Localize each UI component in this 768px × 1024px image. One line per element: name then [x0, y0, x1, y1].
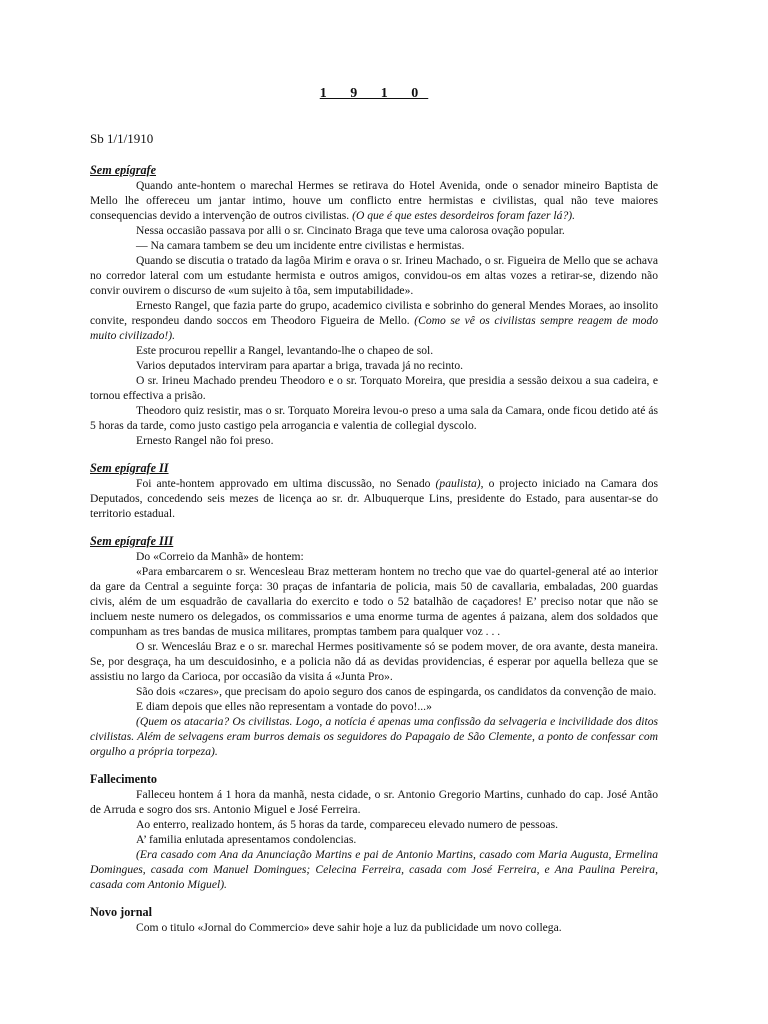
article-paragraph: [90, 847, 658, 892]
paragraph-text: Este procurou repellir a Rangel, levantando-lhe o chapeo de sol.: [136, 344, 434, 357]
paragraph-text: Ernesto Rangel não foi preso.: [136, 434, 274, 447]
article-heading: Sem epígrafe II: [90, 461, 169, 475]
paragraph-text: Falleceu hontem á 1 hora da manhã, nesta cidade, o sr. Antonio Gregorio Martins, cunhado do cap. José Antão de Arruda e sogro dos srs. Antonio Miguel e José Ferreira.: [90, 788, 658, 816]
article-paragraph: [90, 403, 658, 433]
article-paragraph: [90, 476, 658, 521]
article-paragraph: [90, 238, 658, 253]
article-paragraph: [90, 373, 658, 403]
article-paragraph: [90, 920, 658, 935]
article-heading: Sem epígrafe III: [90, 534, 174, 548]
article-paragraph: [90, 564, 658, 639]
article-paragraph: [90, 433, 658, 448]
article-section: [90, 461, 658, 521]
paragraph-text: A’ familia enlutada apresentamos condolencias.: [136, 833, 357, 846]
paragraph-text: Com o titulo «Jornal do Commercio» deve sahir hoje a luz da publicidade um novo collega.: [136, 921, 562, 934]
editorial-note: (Quem os atacaria? Os civilistas. Logo, a notícia é apenas uma confissão da selvageria e incivilidade dos ditos civilistas. Além de selvagens eram burros demais os seguidores do Papagaio de São Clemente, a ponto de confessar com orgulho a própria torpeza).: [90, 715, 658, 758]
paragraph-text: O sr. Irineu Machado prendeu Theodoro e o sr. Torquato Moreira, que presidia a sessão deixou a sua cadeira, e tornou effectiva a prisão.: [90, 374, 658, 402]
article-paragraph: [90, 817, 658, 832]
article-section: [90, 163, 658, 448]
paragraph-text: Foi ante-hontem approvado em ultima discussão, no Senado: [136, 477, 436, 490]
article-paragraph: [90, 223, 658, 238]
article-paragraph: [90, 178, 658, 223]
editorial-note: (Era casado com Ana da Anunciação Martins e pai de Antonio Martins, casado com Maria Augusta, Ermelina Domingues, casada com Manuel Domingues; Celecina Ferreira, casada com José Ferreira, e Ana Paulina Pereira, casada com Antonio Miguel).: [90, 848, 658, 891]
article-paragraph: [90, 714, 658, 759]
paragraph-text: Ernesto Rangel, que fazia parte do grupo, academico civilista e sobrinho do general Mendes Moraes, ao insolito convite, respondeu dando soccos em Theodoro Figueira de Mello.: [90, 299, 658, 327]
article-heading: Novo jornal: [90, 905, 152, 919]
article-paragraph: [90, 787, 658, 817]
paragraph-text: Ao enterro, realizado hontem, ás 5 horas da tarde, compareceu elevado numero de pessoas.: [136, 818, 559, 831]
article-paragraph: [90, 639, 658, 684]
article-paragraph: [90, 684, 658, 699]
article-paragraph: [90, 699, 658, 714]
paragraph-text: São dois «czares», que precisam do apoio seguro dos canos de espingarda, os candidatos da convenção de maio.: [136, 685, 657, 698]
article-heading: Fallecimento: [90, 772, 158, 786]
paragraph-text: O sr. Wencesláu Braz e o sr. marechal Hermes positivamente só se podem mover, de ora avante, desta maneira. Se, por desgraça, ha um descuidosinho, e a policia não dá as devidas providencias, é esperar por aquella belleza que se assistiu no largo da Carioca, por occasião da visita á «Junta Pro».: [90, 640, 658, 683]
article-paragraph: [90, 358, 658, 373]
article-paragraph: [90, 832, 658, 847]
article-section: [90, 534, 658, 759]
paragraph-text: Varios deputados interviram para apartar a briga, travada já no recinto.: [136, 359, 464, 372]
paragraph-text: Nessa occasião passava por alli o sr. Cincinato Braga que teve uma calorosa ovação popular.: [136, 224, 565, 237]
paragraph-text: «Para embarcarem o sr. Wencesleau Braz metteram hontem no trecho que vae do quartel-general até ao interior da gare da Central a seguinte força: 30 praças de infantaria de policia, mais 50 de cavallaria, embaladas, 200 guardas civis, além de um esquadrão de cavallaria do exercito e todo o 52 batalhão de caçadores! E’ preciso notar que não se incluem neste numero os delegados, os commissarios e uma enorme turma de agentes á paizana, alem dos soldados que compunham as tres bandas de musica militares, promptas tambem para qualquer voz . . .: [90, 565, 658, 638]
paragraph-text: Quando se discutia o tratado da lagôa Mirim e orava o sr. Irineu Machado, o sr. Figueira de Mello que se achava no corredor lateral com um estudante hermista e outros amigos, convidou-os em altas vozes a retirar-se, dizendo não convir ouvirem o discurso de «um sujeito à tôa, sem imputabilidade».: [90, 254, 658, 297]
article-section: [90, 772, 658, 892]
paragraph-text: , o projecto iniciado na Camara dos Deputados, concedendo seis mezes de licença ao sr. dr. Albuquerque Lins, presidente do Estado, para ausentar-se do territorio estadual.: [90, 477, 658, 520]
date-line: Sb 1/1/1910: [90, 131, 154, 146]
article-paragraph: [90, 298, 658, 343]
editorial-note: (O que é que estes desordeiros foram fazer lá?).: [352, 209, 576, 222]
paragraph-text: Quando ante-hontem o marechal Hermes se retirava do Hotel Avenida, onde o senador mineiro Baptista de Mello lhe offereceu um jantar intimo, houve um conflicto entre hermistas e civilistas, qual não teve maiores consequencias devido a intervenção de outros civilistas.: [90, 179, 658, 222]
article-list: [90, 163, 658, 935]
article-paragraph: [90, 343, 658, 358]
document-title: 1 9 1 0: [319, 86, 429, 101]
paragraph-text: Do «Correio da Manhã» de hontem:: [136, 550, 304, 563]
editorial-note: (paulista): [435, 477, 481, 490]
article-section: [90, 905, 658, 935]
article-heading: Sem epígrafe: [90, 163, 157, 177]
paragraph-text: — Na camara tambem se deu um incidente entre civilistas e hermistas.: [136, 239, 465, 252]
editorial-note: (Como se vê os civilistas sempre reagem de modo muito civilizado!).: [90, 314, 659, 342]
article-paragraph: [90, 549, 658, 564]
paragraph-text: Theodoro quiz resistir, mas o sr. Torquato Moreira levou-o preso a uma sala da Camara, onde ficou detido até ás 5 horas da tarde, como justo castigo pela arrogancia e valentia de collegial dyscolo.: [90, 404, 658, 432]
paragraph-text: E diam depois que elles não representam a vontade do povo!...»: [136, 700, 432, 713]
article-paragraph: [90, 253, 658, 298]
